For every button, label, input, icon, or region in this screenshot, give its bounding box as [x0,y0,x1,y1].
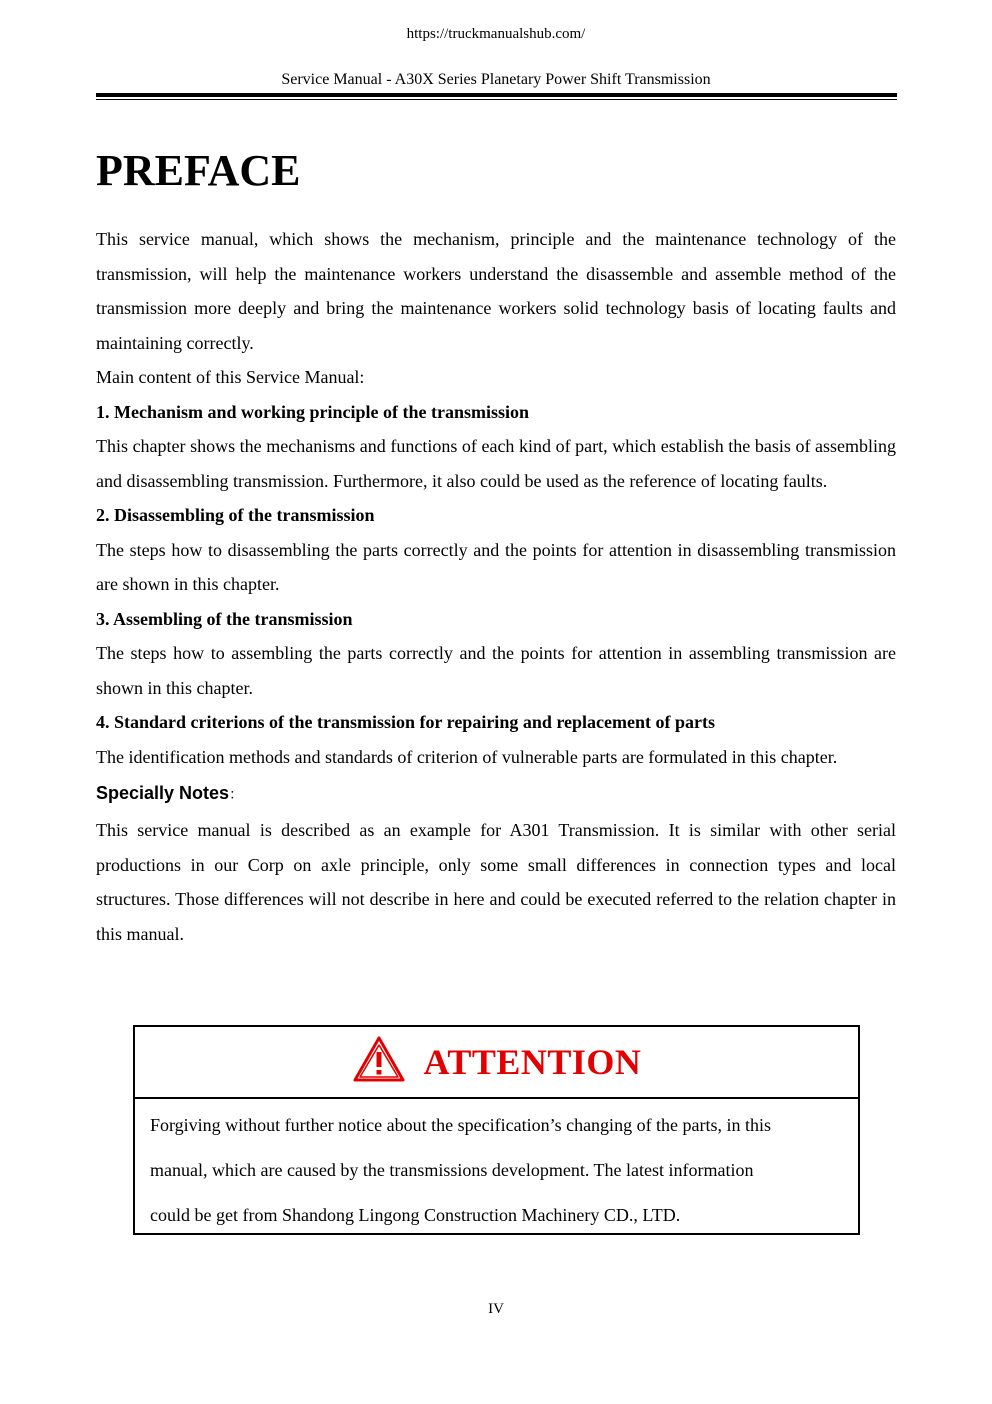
source-url: https://truckmanualshub.com/ [406,26,586,42]
attention-line: manual, which are caused by the transmissions development. The latest information [150,1160,754,1180]
intro-paragraph: This service manual, which shows the mechanism, principle and the maintenance technology of the transmission, will help the maintenance workers understand the disassemble and assemble method of the transmission more deeply and bring the maintenance workers solid technology basis of locating faults and maintaining correctly. [96,229,896,353]
section-2-heading: 2. Disassembling of the transmission [96,505,375,525]
section-4-text: The identification methods and standards of criterion of vulnerable parts are formulated in this chapter. [96,746,838,767]
page-number: IV [488,1301,504,1317]
section-1-heading: 1. Mechanism and working principle of the transmission [96,401,530,422]
section-1-text: This chapter shows the mechanisms and functions of each kind of part, which establish the basis of assembling and disassembling transmission. Furthermore, it also could be used as the reference of locating faults. [96,436,896,491]
section-2-text: The steps how to disassembling the parts correctly and the points for attention in disassembling transmission are shown in this chapter. [96,539,896,594]
attention-body [135,1099,858,1238]
attention-header [135,1027,858,1099]
attention-box [133,1025,860,1235]
section-4-heading: 4. Standard criterions of the transmission for repairing and replacement of parts [96,712,715,732]
warning-triangle-icon [352,1035,406,1083]
running-header: Service Manual - A30X Series Planetary Power Shift Transmission [281,71,711,88]
special-notes-heading [96,774,896,813]
main-content-label: Main content of this Service Manual: [96,367,365,387]
attention-line: could be get from Shandong Lingong Construction Machinery CD., LTD. [150,1205,681,1225]
page-title: PREFACE [96,146,301,195]
section-3-heading: 3. Assembling of the transmission [96,608,353,629]
special-notes-text: This service manual is described as an example for A301 Transmission. It is similar with other serial productions in our Corp on axle principle, only some small differences in connection types and local structures. Those differences will not describe in here and could be executed referred to the relation chapter in this manual. [96,820,896,944]
attention-line: Forgiving without further notice about the specification’s changing of the parts, in this [150,1115,772,1135]
header-rule-thin [96,99,897,100]
attention-title: ATTENTION [423,1042,642,1082]
section-3-text: The steps how to assembling the parts correctly and the points for attention in assembling transmission are shown in this chapter. [96,643,896,698]
preface-body [96,222,896,951]
special-notes-colon: ： [229,786,244,802]
header-rule-thick [96,93,897,97]
special-notes-label: Specially Notes [96,783,230,803]
